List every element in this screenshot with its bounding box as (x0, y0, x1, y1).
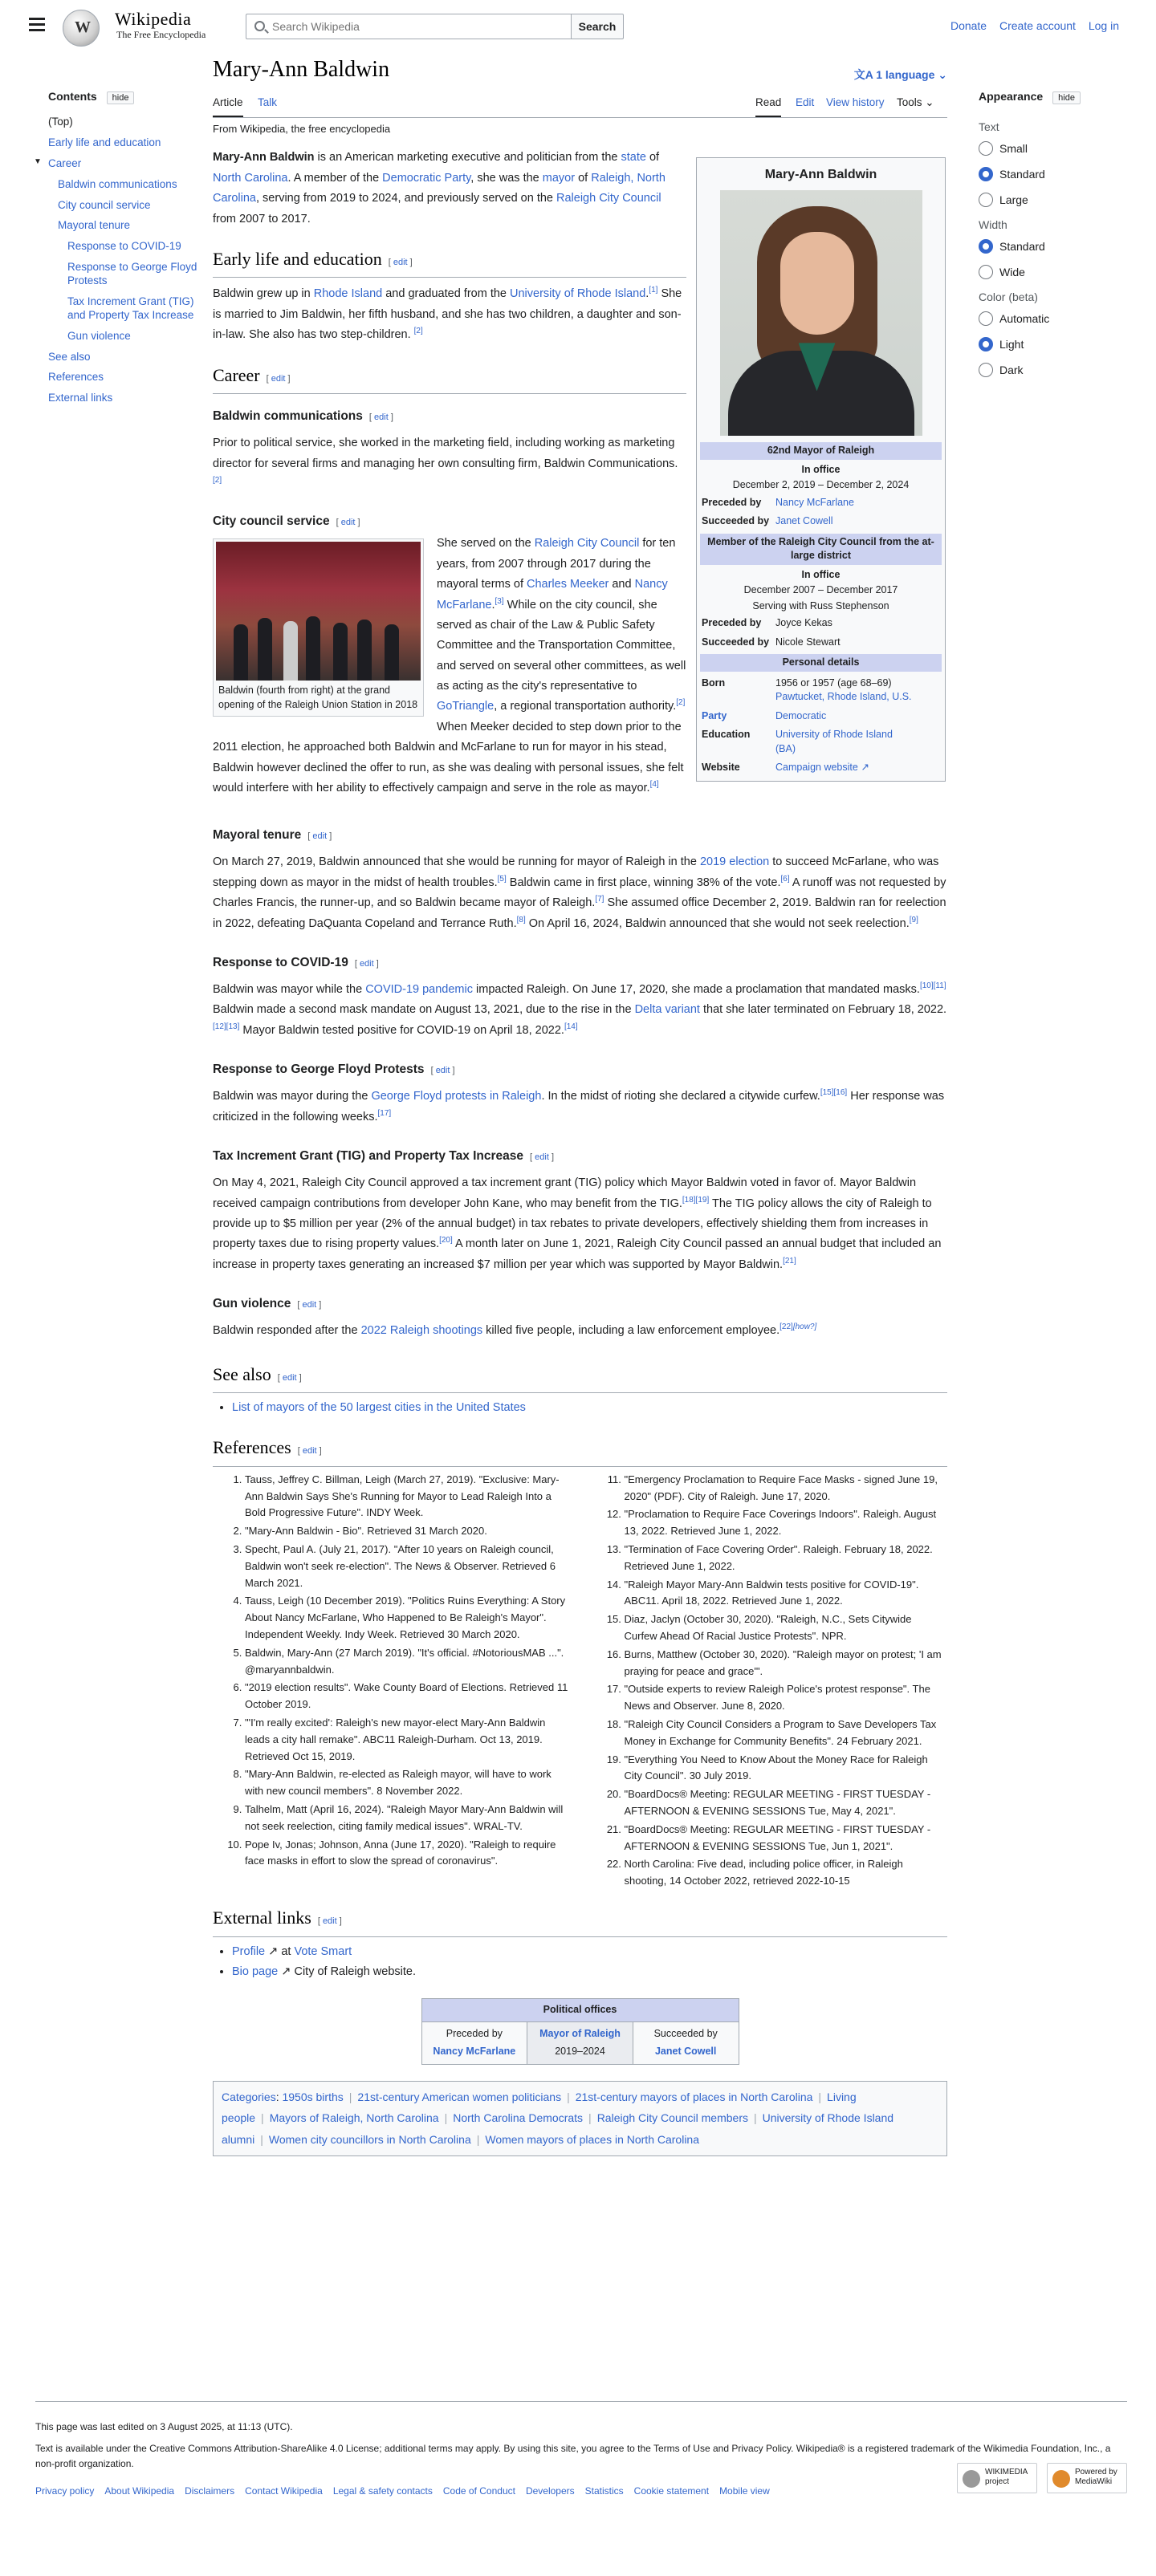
communications-paragraph: Prior to political service, she worked in the marketing field, including working as marketing director for several firms and managing her own consulting firm, Baldwin Communications.[2] (213, 437, 678, 486)
references-column-right (592, 1472, 948, 1891)
text-standard-radio[interactable]: Standard (979, 167, 1115, 181)
footer-link[interactable]: Legal & safety contacts (332, 2485, 433, 2497)
category-link[interactable]: Women mayors of places in North Carolina (485, 2133, 700, 2147)
party-label[interactable]: Party (702, 709, 727, 721)
reference-item[interactable]: 6. "2019 election results". Wake County Board of Elections. Retrieved 11 October 2019. (245, 1680, 568, 1713)
category-link[interactable]: Living people (222, 2090, 857, 2125)
toc-item-career-label: Career (48, 156, 82, 169)
edit-link[interactable]: edit (312, 831, 328, 842)
footer-link[interactable]: Privacy policy (35, 2485, 95, 2497)
toc-item-see-also[interactable]: See also (48, 350, 91, 363)
reference-item[interactable]: 18. "Raleigh City Council Considers a Program to Save Developers Tax Money in Exchange for Community Benefits". 24 February 2021. (625, 1717, 948, 1750)
toc-item-baldwin-communications[interactable]: Baldwin communications (58, 177, 177, 190)
section-see-also: See also [ edit ] (213, 1359, 947, 1394)
edit-link[interactable]: edit (535, 1152, 549, 1163)
footer-badges (957, 2463, 1127, 2493)
appearance-panel (979, 90, 1115, 388)
reference-item[interactable]: 21. "BoardDocs® Meeting: REGULAR MEETING - FIRST TUESDAY - AFTERNOON & EVENING SESSIONS Tue, Jun 1, 2021". (625, 1822, 948, 1855)
in-office-label: In office (801, 463, 841, 475)
section-early-life: Early life and education [ edit ] (213, 244, 686, 278)
text-small-radio[interactable]: Small (979, 141, 1115, 156)
reference-item[interactable]: 3. Specht, Paul A. (July 21, 2017). "After 10 years on Raleigh council, Baldwin won't seek re-election". The News & Observer. Retrieved 6 March 2021. (245, 1542, 568, 1591)
external-links-list (213, 1942, 947, 1983)
navbox-next-link[interactable]: Janet Cowell (654, 2046, 717, 2058)
toc-item-early-life[interactable]: Early life and education (48, 136, 161, 148)
category-link[interactable]: Raleigh City Council members (596, 2111, 748, 2125)
preceded-label: Preceded by (702, 496, 762, 508)
section-mayoral-tenure: Mayoral tenure [ edit ] (213, 828, 332, 843)
succeeded2: Nicole Stewart (775, 636, 841, 648)
toc-item-top[interactable]: (Top) (48, 116, 73, 128)
external-link-item: • Bio page ↗ City of Raleigh website. (232, 1962, 947, 1982)
mediawiki-logo-icon (1052, 2470, 1070, 2488)
logo-tagline: The Free Encyclopedia (116, 29, 206, 40)
tab-article[interactable]: Article (213, 96, 243, 117)
portrait-photo[interactable] (720, 190, 922, 436)
born-place[interactable]: Pawtucket, Rhode Island, U.S. (775, 691, 912, 703)
footer-link[interactable]: Mobile view (719, 2485, 770, 2497)
campaign-website-link[interactable]: Campaign website ↗ (775, 762, 869, 774)
category-link[interactable]: University of Rhode Island alumni (222, 2111, 894, 2147)
reference-item[interactable]: 11. "Emergency Proclamation to Require Face Masks - signed June 19, 2020" (PDF). City of Raleigh. June 17, 2020. (625, 1472, 948, 1505)
chevron-down-icon[interactable]: ▼ (34, 156, 42, 166)
profile-link[interactable]: Profile (232, 1944, 266, 1958)
floyd-paragraph: Baldwin was mayor during the George Floyd protests in Raleigh. In the midst of rioting she declared a citywide curfew.[15][16] Her response was criticized in the following weeks.[17] (213, 1088, 945, 1123)
footer-link[interactable]: Disclaimers (185, 2485, 235, 2497)
edit-link[interactable]: edit (302, 1446, 317, 1457)
reference-item[interactable]: 13. "Termination of Face Covering Order". Raleigh. February 18, 2022. Retrieved June 1, 2022. (625, 1542, 948, 1575)
council-paragraph: She served on the Raleigh City Council for ten years, from 2007 through 2017 during the mayoral terms of Charles Meeker and Nancy McFarlane.[3] While on the city council, she served as chair of the Law & Public Safety Committee and the Transportation Committee, and served on several other committees, as well as acting as the city's representative to GoTriangle, a regional transportation authority.[2] When Meeker decided to step down prior to the 2011 election, he approached both Baldwin and McFarlane to run for mayor in his stead, Baldwin however declined the offer to run, as she was dealing with personal issues, she felt would interfere with her ability to effectively campaign and serve in the role as mayor.[4] (213, 537, 686, 794)
succeeded-row2 (700, 633, 942, 652)
table-of-contents (34, 90, 201, 412)
thumbnail-caption: Baldwin (fourth from right) at the grand opening of the Raleigh Union Station in 2018 (218, 685, 418, 710)
section-references: References [ edit ] (213, 1432, 947, 1467)
reference-item[interactable]: 10. Pope Iv, Jonas; Johnson, Anna (June 17, 2020). "Raleigh to require face masks in effort to slow the spread of coronavirus". (245, 1837, 568, 1871)
preceded-row1 (700, 494, 942, 513)
external-link-item: • Profile ↗ at Vote Smart (232, 1942, 947, 1962)
wikimedia-logo-icon (963, 2470, 980, 2488)
reference-item[interactable]: 2. "Mary-Ann Baldwin - Bio". Retrieved 31 March 2020. (245, 1523, 568, 1540)
infobox-title: Mary-Ann Baldwin (764, 168, 877, 181)
edit-link[interactable]: edit (282, 1372, 297, 1383)
references-column-left (213, 1472, 568, 1891)
footer-link[interactable]: Code of Conduct (442, 2485, 515, 2497)
translate-icon: 文A (853, 68, 877, 81)
degree-link[interactable]: (BA) (775, 742, 796, 754)
mediawiki-badge[interactable]: Powered by MediaWiki (1047, 2463, 1127, 2493)
education-label: Education (702, 729, 751, 741)
references-list (213, 1472, 947, 1891)
search-input[interactable] (272, 18, 561, 35)
toc-item-city-council[interactable]: City council service (58, 198, 151, 211)
section-city-council: City council service [ edit ] (213, 514, 360, 529)
edit-link[interactable]: edit (302, 1300, 317, 1310)
bio-page-link[interactable]: Bio page (232, 1965, 279, 1978)
reference-item[interactable]: 22. North Carolina: Five dead, including police officer, in Raleigh shooting, 14 October 2022, retrieved 2022-10-15 (625, 1856, 948, 1890)
width-standard-radio[interactable]: Standard (979, 239, 1115, 254)
covid-paragraph: Baldwin was mayor while the COVID-19 pandemic impacted Raleigh. On June 17, 2020, she made a proclamation that mandated masks.[10][11] Baldwin made a second mask mandate on August 13, 2021, due to the rise in the Delta variant that she later terminated on February 18, 2022.[12][13] Mayor Baldwin tested positive for COVID-19 on April 18, 2022.[14] (213, 981, 947, 1037)
reference-item[interactable]: 17. "Outside experts to review Raleigh Police's protest response". The News and Observer. June 8, 2020. (625, 1681, 948, 1715)
categories-box: Categories: 1950s births | 21st-century American women politicians | 21st-century mayors of places in North Carolina | Living people | Mayors of Raleigh, North Carolina | North Carolina Democrats | Raleigh City Council members | University of Rhode Island alumni | Women city councillors in North Carolina | Women mayors of places in North Carolina (213, 2081, 947, 2156)
section-external-links: External links [ edit ] (213, 1903, 947, 1937)
create-account-link[interactable]: Create account (999, 19, 1076, 32)
page-footer (35, 2401, 1127, 2499)
lead-paragraph: Mary-Ann Baldwin is an American marketing executive and politician from the state of North Carolina. A member of the Democratic Party, she was the mayor of Raleigh, North Carolina, serving from 2019 to 2024, and previously served on the Raleigh City Council from 2007 to 2017. (213, 151, 666, 226)
reference-item[interactable]: 8. "Mary-Ann Baldwin, re-elected as Raleigh mayor, will have to work with new council members". 8 November 2022. (245, 1766, 568, 1800)
tab-talk[interactable]: Talk (258, 96, 278, 109)
text-size-label: Text (979, 120, 999, 133)
preceded2: Joyce Kekas (775, 617, 832, 629)
search-button[interactable]: Search (571, 14, 624, 39)
toc-title: Contents (48, 90, 97, 103)
navbox-succeeded: Succeeded by Janet Cowell (633, 2022, 739, 2064)
navbox-office: Mayor of Raleigh 2019–2024 (527, 2022, 633, 2064)
main-menu-icon[interactable] (29, 18, 45, 30)
footer-link[interactable]: Developers (525, 2485, 575, 2497)
section-career: Career [ edit ] (213, 360, 686, 395)
edit-link[interactable]: edit (359, 958, 374, 969)
edit-link[interactable]: edit (271, 373, 286, 384)
born-row (700, 674, 942, 707)
born-label: Born (702, 677, 726, 689)
text-large-radio[interactable]: Large (979, 193, 1115, 207)
toc-header (48, 90, 201, 104)
navbox-row (422, 2021, 739, 2064)
toc-item-gun-violence[interactable]: Gun violence (67, 329, 131, 342)
toc-item-tig[interactable]: Tax Increment Grant (TIG) and Property Tax Increase (67, 295, 194, 321)
width-wide-radio[interactable]: Wide (979, 265, 1115, 279)
width-label: Width (979, 218, 1007, 231)
tab-edit[interactable]: Edit (796, 96, 815, 109)
toc-item-covid[interactable]: Response to COVID-19 (67, 240, 181, 253)
tig-paragraph: On May 4, 2021, Raleigh City Council approved a tax increment grant (TIG) policy which Mayor Baldwin voted in favor of. Mayor Baldwin received campaign contributions from developer John Kane, who may benefit from the TIG.[18][19] The TIG policy allows the city of Raleigh to provide up to $5 million per year (2% of the annual budget) in tax rebates to private developers, effectively shielding them from increases in property taxes due to rising property values.[20] A month later on June 1, 2021, Raleigh City Council passed an annual budget that included an increase in property taxes generating an increased $7 million per year which was supported by Mayor Baldwin.[21] (213, 1176, 942, 1271)
site-header (0, 0, 1156, 51)
page-tabs (213, 92, 947, 118)
categories-label[interactable]: Categories (222, 2090, 276, 2103)
appearance-header (979, 90, 1115, 104)
chevron-down-icon: ⌄ (938, 68, 947, 81)
edit-link[interactable]: edit (393, 257, 408, 267)
toc-item-mayoral-tenure[interactable]: Mayoral tenure (58, 219, 131, 232)
succeeded-label2: Succeeded by (702, 636, 770, 648)
color-label: Color (beta) (979, 291, 1038, 303)
toc-item-external-links[interactable]: External links (48, 392, 113, 404)
donate-link[interactable]: Donate (950, 19, 987, 32)
footer-link[interactable]: About Wikipedia (104, 2485, 175, 2497)
search-box (246, 14, 572, 39)
main-content (213, 51, 947, 2156)
reference-item[interactable]: 4. Tauss, Leigh (10 December 2019). "Politics Ruins Everything: A Story About Nancy McFarlane, Who Happened to Be Raleigh's Mayor". Independent Weekly. Indy Week. Retrieved 30 March 2020. (245, 1593, 568, 1643)
external-link-icon: ↗ (861, 762, 869, 774)
mayoral-paragraph: On March 27, 2019, Baldwin announced that she would be running for mayor of Raleigh in the 2019 election to succeed McFarlane, who was stepping down as mayor in the midst of health troubles.[5] Baldwin came in first place, winning 38% of the vote.[6] A runoff was not requested by Charles Francis, the runner-up, and so Baldwin became mayor of Raleigh.[7] She assumed office December 2, 2019. Baldwin ran for reelection in 2022, defeating DaQuanta Copeland and Terrance Ruth.[8] On April 16, 2024, Baldwin announced that she would not seek reelection.[9] (213, 855, 946, 930)
edit-link[interactable]: edit (322, 1916, 337, 1927)
navbox-office-link[interactable]: Mayor of Raleigh (539, 2028, 621, 2040)
infobox-office1[interactable]: 62nd Mayor of Raleigh (700, 442, 942, 460)
succeeded-row1 (700, 512, 942, 531)
born-date: 1956 or 1957 (age 68–69) (775, 677, 892, 689)
infobox-office2: Member of the Raleigh City Council from the at-large district (700, 534, 942, 565)
reference-item[interactable]: 14. "Raleigh Mayor Mary-Ann Baldwin tests positive for COVID-19". ABC11. April 18, 2022. Retrieved June 1, 2022. (625, 1577, 948, 1611)
language-count: 1 language (876, 68, 935, 81)
section-baldwin-communications: Baldwin communications [ edit ] (213, 409, 393, 424)
party-row (700, 707, 942, 726)
section-tig: Tax Increment Grant (TIG) and Property Tax Increase [ edit ] (213, 1149, 555, 1164)
succeeded-label: Succeeded by (702, 515, 770, 527)
toc-item-references[interactable]: References (48, 371, 104, 384)
tab-view-history[interactable]: View history (826, 96, 885, 109)
succeeded1-link[interactable]: Janet Cowell (775, 515, 833, 527)
appearance-hide-button[interactable]: hide (1052, 91, 1081, 104)
education-row (700, 725, 942, 758)
navbox-preceded: Preceded by Nancy McFarlane (422, 2022, 527, 2064)
reference-item[interactable]: 15. Diaz, Jaclyn (October 30, 2020). "Raleigh, N.C., Sets Citywide Curfew Ahead Of Racial Justice Protests". NPR. (625, 1611, 948, 1645)
edit-link[interactable]: edit (340, 518, 356, 528)
term2: December 2007 – December 2017 (743, 584, 898, 596)
category-link[interactable]: Women city councillors in North Carolina (268, 2133, 471, 2147)
preceded-row2 (700, 614, 942, 633)
gun-paragraph: Baldwin responded after the 2022 Raleigh shootings killed five people, including a law enforcement employee.[22][how?] (213, 1323, 817, 1338)
early-life-paragraph: Baldwin grew up in Rhode Island and graduated from the University of Rhode Island.[1] She is married to Jim Baldwin, her fifth husband, and she has two children, a daughter and son-in-law. She also has two step-children. [2] (213, 286, 682, 342)
color-automatic-radio[interactable]: Automatic (979, 311, 1115, 326)
wikipedia-globe-logo[interactable]: W (63, 10, 100, 47)
category-link[interactable]: North Carolina Democrats (453, 2111, 584, 2125)
political-offices-navbox (421, 1998, 739, 2065)
reference-item[interactable]: 5. Baldwin, Mary-Ann (27 March 2019). "It's official. #NotoriousMAB ...". @maryannbaldwin. (245, 1645, 568, 1679)
category-link[interactable]: Mayors of Raleigh, North Carolina (269, 2111, 439, 2125)
section-floyd: Response to George Floyd Protests [ edit ] (213, 1062, 455, 1077)
in-office-label2: In office (801, 568, 841, 580)
party-link[interactable]: Democratic (775, 709, 827, 721)
color-light-radio[interactable]: Light (979, 337, 1115, 351)
category-link[interactable]: 21st-century mayors of places in North Carolina (575, 2090, 813, 2103)
color-dark-radio[interactable]: Dark (979, 363, 1115, 377)
serving-with: Serving with Russ Stephenson (752, 599, 889, 611)
footer-link[interactable]: Statistics (584, 2485, 624, 2497)
wikimedia-badge[interactable]: WIKIMEDIA project (957, 2463, 1037, 2493)
see-also-list (213, 1398, 947, 1418)
reference-item[interactable]: 19. "Everything You Need to Know About the Money Race for Raleigh City Council". 30 July 2019. (625, 1752, 948, 1786)
last-edited: This page was last edited on 3 August 2025, at 11:13 (UTC). (35, 2421, 293, 2432)
edit-link[interactable]: edit (374, 412, 389, 423)
preceded1-link[interactable]: Nancy McFarlane (775, 496, 854, 508)
toc-item-career[interactable] (34, 156, 201, 171)
navbox-title: Political offices (422, 1999, 739, 2021)
reference-item[interactable]: 7. "'I'm really excited': Raleigh's new mayor-elect Mary-Ann Baldwin leads a city hall remake". ABC11 Raleigh-Durham. Oct 13, 2019. Retrieved Oct 15, 2019. (245, 1715, 568, 1765)
footer-link[interactable]: Cookie statement (633, 2485, 710, 2497)
infobox (696, 157, 946, 782)
personal-tools (941, 19, 1119, 32)
vote-smart-link[interactable]: Vote Smart (294, 1944, 352, 1958)
section-covid: Response to COVID-19 [ edit ] (213, 955, 379, 969)
preceded-label2: Preceded by (702, 617, 762, 629)
union-station-photo[interactable] (216, 542, 421, 681)
reference-item[interactable]: 16. Burns, Matthew (October 30, 2020). "Raleigh mayor on protest; 'I am praying for peace and grace'". (625, 1647, 948, 1680)
personal-details: Personal details (700, 654, 942, 672)
see-also-link[interactable]: List of mayors of the 50 largest cities in the United States (232, 1401, 526, 1415)
education-link[interactable]: University of Rhode Island (775, 729, 893, 741)
union-station-thumbnail[interactable] (213, 538, 424, 717)
toc-hide-button[interactable]: hide (107, 91, 135, 104)
section-gun-violence: Gun violence [ edit ] (213, 1297, 322, 1311)
license-text: Text is available under the Creative Commons Attribution-ShareAlike 4.0 License; additional terms may apply. By using this site, you agree to the Terms of Use and Privacy Policy. Wikipedia® is a registered trademark of the Wikimedia Foundation, Inc., a non-profit organization. (35, 2443, 1111, 2470)
toc-item-floyd[interactable]: Response to George Floyd Protests (67, 261, 197, 286)
reference-item[interactable]: 20. "BoardDocs® Meeting: REGULAR MEETING - FIRST TUESDAY - AFTERNOON & EVENING SESSIONS Tue, May 4, 2021". (625, 1786, 948, 1820)
logo-wordmark[interactable]: Wikipedia (115, 9, 192, 29)
category-link[interactable]: 21st-century American women politicians (357, 2090, 562, 2103)
website-row (700, 758, 942, 778)
page-title: Mary-Ann Baldwin (213, 57, 390, 82)
tab-read[interactable]: Read (755, 96, 781, 117)
category-link[interactable]: 1950s births (282, 2090, 344, 2103)
search-icon (254, 21, 265, 31)
reference-item[interactable]: 12. "Proclamation to Require Face Coverings Indoors". Raleigh. August 13, 2022. Retrieved June 1, 2022. (625, 1506, 948, 1540)
footer-link[interactable]: Contact Wikipedia (245, 2485, 323, 2497)
reference-item[interactable]: 1. Tauss, Jeffrey C. Billman, Leigh (March 27, 2019). "Exclusive: Mary-Ann Baldwin Says She's Running for Mayor to Lead Raleigh Into a Bold Progressive Future". INDY Week. (245, 1472, 568, 1522)
language-button[interactable] (854, 67, 947, 83)
term1: December 2, 2019 – December 2, 2024 (732, 479, 910, 491)
reference-item[interactable]: 9. Talhelm, Matt (April 16, 2024). "Raleigh Mayor Mary-Ann Baldwin will not seek reelection, citing family medical issues". WRAL-TV. (245, 1802, 568, 1835)
website-label: Website (702, 762, 740, 774)
edit-link[interactable]: edit (435, 1066, 450, 1076)
appearance-title: Appearance (979, 90, 1044, 103)
navbox-prev-link[interactable]: Nancy McFarlane (433, 2046, 516, 2058)
tools-menu[interactable]: Tools ⌄ (897, 96, 934, 109)
login-link[interactable]: Log in (1088, 19, 1119, 32)
tagline: From Wikipedia, the free encyclopedia (213, 123, 391, 136)
